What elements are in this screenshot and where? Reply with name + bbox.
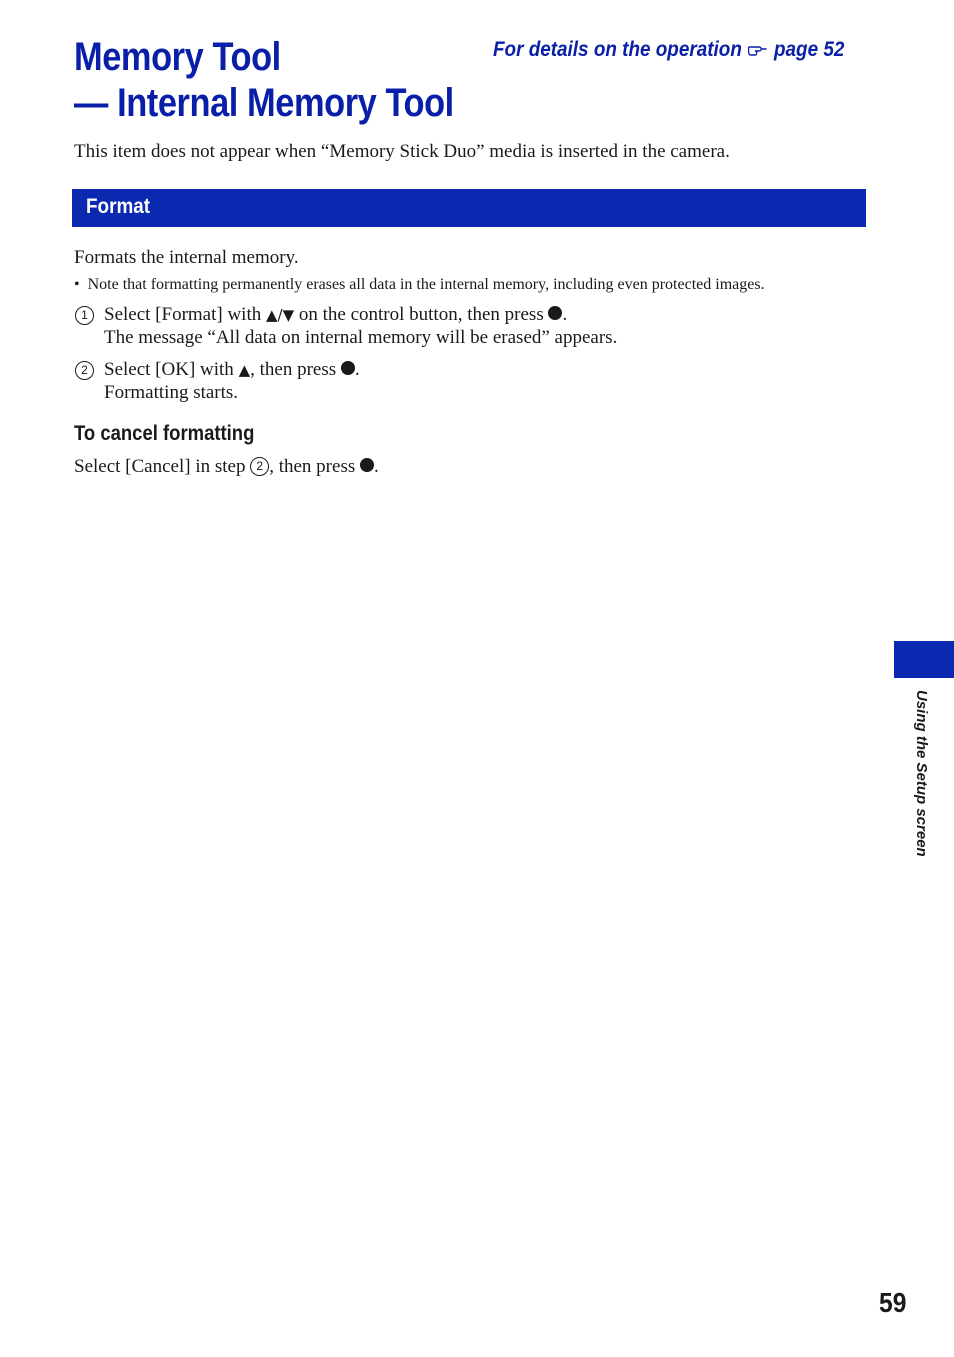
step-1-text-a: Select [Format] with — [104, 304, 262, 325]
center-button-icon — [341, 361, 355, 375]
step-ref-number: 2 — [250, 457, 269, 476]
step-2-line-2: Formatting starts. — [104, 382, 239, 403]
chapter-label: Using the Setup screen — [913, 690, 930, 857]
step-1-number: 1 — [75, 306, 94, 325]
step-2-line-1 — [104, 359, 360, 381]
step-1-text-b: on the control button, then press — [298, 304, 544, 325]
reference-text: For details on the operation — [493, 38, 742, 61]
step-1-line-1 — [104, 304, 567, 326]
pointing-hand-icon — [747, 41, 769, 57]
note-text: Note that formatting permanently erases all data in the internal memory, including even protected images. — [87, 276, 765, 293]
title-line-2: — Internal Memory Tool — [74, 81, 454, 125]
page-title — [74, 34, 454, 126]
note-bullet: • — [74, 276, 80, 293]
step-2-end: . — [354, 359, 360, 380]
title-line-1: Memory Tool — [74, 35, 281, 79]
operation-reference[interactable] — [493, 38, 844, 62]
cancel-heading: To cancel formatting — [74, 422, 255, 445]
step-2-text-b: , then press — [250, 359, 337, 380]
center-button-icon — [360, 458, 374, 472]
cancel-text — [74, 456, 379, 478]
cancel-text-a: Select [Cancel] in step — [74, 456, 246, 477]
section-header-bar — [72, 189, 866, 227]
section-title: Format — [86, 195, 151, 218]
chapter-tab — [894, 641, 954, 678]
step-2-text-a: Select [OK] with — [104, 359, 234, 380]
page-number: 59 — [879, 1287, 907, 1318]
up-arrow-icon: ▲ — [238, 361, 251, 379]
intro-text: This item does not appear when “Memory Stick Duo” media is inserted in the camera. — [74, 141, 730, 162]
cancel-text-b: , then press — [269, 456, 356, 477]
step-2-number: 2 — [75, 361, 94, 380]
note — [74, 276, 765, 294]
section-description: Formats the internal memory. — [74, 247, 299, 268]
center-button-icon — [548, 306, 562, 320]
reference-page: page 52 — [773, 38, 845, 61]
cancel-end: . — [373, 456, 379, 477]
step-1-line-2: The message “All data on internal memory will be erased” appears. — [104, 327, 618, 348]
step-1-end: . — [562, 304, 568, 325]
up-down-arrow-icon: ▲/▼ — [266, 306, 295, 324]
